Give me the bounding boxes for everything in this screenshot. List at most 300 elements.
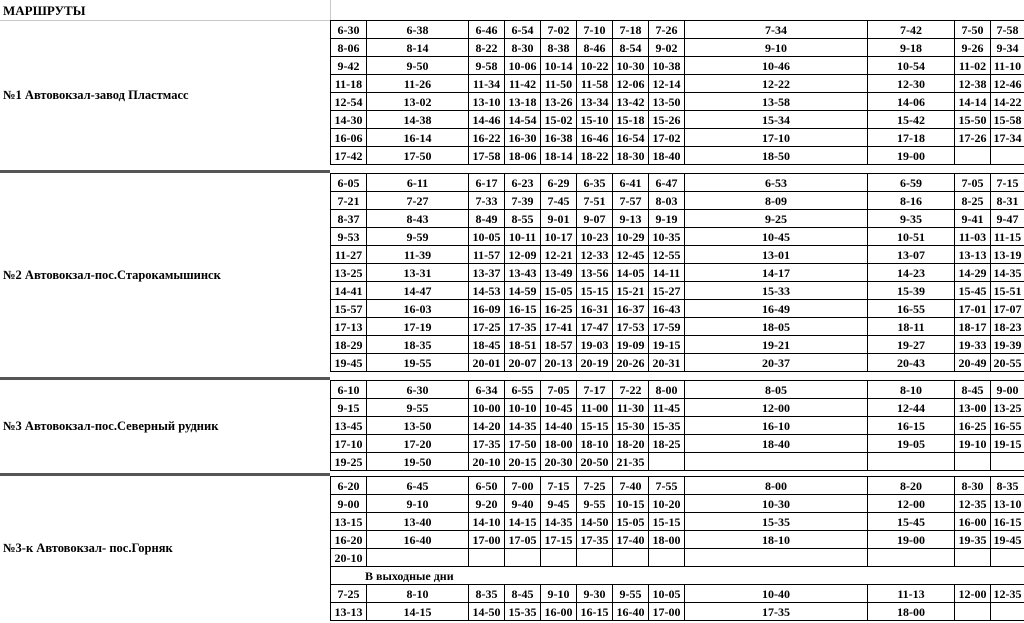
departure-time-cell: 7-39 xyxy=(505,192,541,210)
departure-time-cell: 7-17 xyxy=(577,381,613,399)
weekend-row xyxy=(331,567,1024,585)
header-divider xyxy=(330,0,331,20)
departure-time-cell: 16-10 xyxy=(685,417,868,435)
departure-time-cell: 11-58 xyxy=(577,75,613,93)
departure-time-cell: 9-59 xyxy=(367,228,469,246)
departure-time-cell: 14-11 xyxy=(649,264,685,282)
departure-time-cell: 9-18 xyxy=(868,39,955,57)
timetable-row xyxy=(331,354,1024,372)
departure-time-cell: 10-23 xyxy=(577,228,613,246)
departure-time-cell: 7-21 xyxy=(331,192,367,210)
departure-time-cell: 18-06 xyxy=(505,147,541,165)
departure-time-cell: 17-41 xyxy=(541,318,577,336)
timetable-row xyxy=(331,477,1024,495)
departure-time-cell xyxy=(955,603,991,621)
departure-time-cell: 15-51 xyxy=(991,282,1024,300)
departure-time-cell: 7-33 xyxy=(469,192,505,210)
departure-time-cell: 7-18 xyxy=(613,21,649,39)
departure-time-cell: 8-35 xyxy=(469,585,505,603)
departure-time-cell: 6-46 xyxy=(469,21,505,39)
departure-time-cell: 13-25 xyxy=(991,399,1024,417)
departure-time-cell: 17-35 xyxy=(469,435,505,453)
timetable-row xyxy=(331,21,1024,39)
timetable-row xyxy=(331,453,1024,471)
departure-time-cell: 9-55 xyxy=(577,495,613,513)
departure-time-cell: 11-50 xyxy=(541,75,577,93)
departure-time-cell: 18-10 xyxy=(577,435,613,453)
departure-time-cell: 19-45 xyxy=(991,531,1024,549)
departure-time-cell: 10-22 xyxy=(577,57,613,75)
departure-time-cell: 11-13 xyxy=(868,585,955,603)
departure-time-cell: 10-17 xyxy=(541,228,577,246)
departure-time-cell: 14-38 xyxy=(367,111,469,129)
departure-time-cell: 6-54 xyxy=(505,21,541,39)
departure-time-cell: 14-46 xyxy=(469,111,505,129)
departure-time-cell: 17-00 xyxy=(469,531,505,549)
timetable-row xyxy=(331,318,1024,336)
departure-time-cell: 13-10 xyxy=(991,495,1024,513)
departure-time-cell: 8-43 xyxy=(367,210,469,228)
departure-time-cell: 15-27 xyxy=(649,282,685,300)
departure-time-cell: 7-00 xyxy=(505,477,541,495)
timetable-row xyxy=(331,39,1024,57)
departure-time-cell: 6-41 xyxy=(613,174,649,192)
departure-time-cell: 15-15 xyxy=(577,417,613,435)
departure-time-cell: 13-37 xyxy=(469,264,505,282)
departure-time-cell: 15-34 xyxy=(685,111,868,129)
departure-time-cell: 7-25 xyxy=(577,477,613,495)
departure-time-cell: 16-55 xyxy=(868,300,955,318)
departure-time-cell: 13-19 xyxy=(991,246,1024,264)
departure-time-cell: 6-05 xyxy=(331,174,367,192)
departure-time-cell: 14-30 xyxy=(331,111,367,129)
departure-time-cell: 14-17 xyxy=(685,264,868,282)
departure-time-cell: 15-35 xyxy=(649,417,685,435)
timetable-row xyxy=(331,174,1024,192)
departure-time-cell: 10-51 xyxy=(868,228,955,246)
departure-time-cell: 14-50 xyxy=(577,513,613,531)
departure-time-cell: 19-27 xyxy=(868,336,955,354)
departure-time-cell: 10-38 xyxy=(649,57,685,75)
departure-time-cell: 7-15 xyxy=(991,174,1024,192)
departure-time-cell: 9-35 xyxy=(868,210,955,228)
departure-time-cell: 18-35 xyxy=(367,336,469,354)
departure-time-cell: 10-00 xyxy=(469,399,505,417)
departure-time-cell xyxy=(649,453,685,471)
departure-time-cell xyxy=(577,549,613,567)
timetable-row xyxy=(331,210,1024,228)
departure-time-cell: 8-49 xyxy=(469,210,505,228)
route-timetable xyxy=(330,20,1024,165)
departure-time-cell: 16-15 xyxy=(505,300,541,318)
departure-time-cell: 17-40 xyxy=(613,531,649,549)
departure-time-cell xyxy=(685,453,868,471)
departure-time-cell: 20-43 xyxy=(868,354,955,372)
departure-time-cell: 9-19 xyxy=(649,210,685,228)
departure-time-cell: 9-55 xyxy=(613,585,649,603)
departure-time-cell: 13-58 xyxy=(685,93,868,111)
departure-time-cell xyxy=(955,549,991,567)
departure-time-cell: 12-21 xyxy=(541,246,577,264)
departure-time-cell: 19-15 xyxy=(991,435,1024,453)
departure-time-cell: 15-45 xyxy=(868,513,955,531)
departure-time-cell: 19-50 xyxy=(367,453,469,471)
departure-time-cell xyxy=(991,147,1024,165)
departure-time-cell: 11-57 xyxy=(469,246,505,264)
departure-time-cell: 8-35 xyxy=(991,477,1024,495)
departure-time-cell: 9-45 xyxy=(541,495,577,513)
departure-time-cell: 11-39 xyxy=(367,246,469,264)
departure-time-cell: 19-35 xyxy=(955,531,991,549)
departure-time-cell: 17-20 xyxy=(367,435,469,453)
departure-time-cell: 19-15 xyxy=(649,336,685,354)
departure-time-cell: 11-42 xyxy=(505,75,541,93)
departure-time-cell: 17-05 xyxy=(505,531,541,549)
departure-time-cell: 10-29 xyxy=(613,228,649,246)
departure-time-cell xyxy=(367,549,469,567)
route-timetable xyxy=(330,476,1024,621)
departure-time-cell: 16-54 xyxy=(613,129,649,147)
timetable-row xyxy=(331,585,1024,603)
departure-time-cell: 9-02 xyxy=(649,39,685,57)
departure-time-cell: 8-30 xyxy=(505,39,541,57)
departure-time-cell: 7-45 xyxy=(541,192,577,210)
departure-time-cell: 20-01 xyxy=(469,354,505,372)
timetable-row xyxy=(331,399,1024,417)
departure-time-cell: 7-27 xyxy=(367,192,469,210)
header-title: МАРШРУТЫ xyxy=(3,3,86,18)
departure-time-cell: 16-09 xyxy=(469,300,505,318)
departure-time-cell xyxy=(991,453,1024,471)
departure-time-cell xyxy=(955,453,991,471)
departure-time-cell: 20-31 xyxy=(649,354,685,372)
departure-time-cell: 8-31 xyxy=(991,192,1024,210)
departure-time-cell: 14-14 xyxy=(955,93,991,111)
departure-time-cell: 9-13 xyxy=(613,210,649,228)
departure-time-cell: 6-23 xyxy=(505,174,541,192)
departure-time-cell: 8-38 xyxy=(541,39,577,57)
timetable-row xyxy=(331,603,1024,621)
departure-time-cell: 8-09 xyxy=(685,192,868,210)
timetable-row xyxy=(331,531,1024,549)
departure-time-cell xyxy=(613,549,649,567)
departure-time-cell: 13-49 xyxy=(541,264,577,282)
departure-time-cell: 13-45 xyxy=(331,417,367,435)
departure-time-cell: 15-42 xyxy=(868,111,955,129)
weekend-label: В выходные дни xyxy=(331,567,1024,585)
departure-time-cell: 16-15 xyxy=(868,417,955,435)
departure-time-cell: 10-30 xyxy=(685,495,868,513)
departure-time-cell: 18-29 xyxy=(331,336,367,354)
departure-time-cell: 7-50 xyxy=(955,21,991,39)
departure-time-cell: 18-50 xyxy=(685,147,868,165)
departure-time-cell: 10-45 xyxy=(541,399,577,417)
departure-time-cell: 9-30 xyxy=(577,585,613,603)
departure-time-cell: 8-45 xyxy=(955,381,991,399)
departure-time-cell: 12-00 xyxy=(955,585,991,603)
departure-time-cell: 8-37 xyxy=(331,210,367,228)
departure-time-cell: 17-10 xyxy=(685,129,868,147)
route-name: №3-к Автовокзал- пос.Горняк xyxy=(3,541,173,555)
departure-time-cell: 19-45 xyxy=(331,354,367,372)
departure-time-cell: 20-07 xyxy=(505,354,541,372)
departure-time-cell: 6-53 xyxy=(685,174,868,192)
departure-time-cell xyxy=(649,549,685,567)
departure-time-cell: 18-20 xyxy=(613,435,649,453)
departure-time-cell: 9-25 xyxy=(685,210,868,228)
departure-time-cell: 15-57 xyxy=(331,300,367,318)
departure-time-cell: 9-15 xyxy=(331,399,367,417)
departure-time-cell: 12-44 xyxy=(868,399,955,417)
departure-time-cell: 17-19 xyxy=(367,318,469,336)
departure-time-cell: 19-33 xyxy=(955,336,991,354)
departure-time-cell: 10-54 xyxy=(868,57,955,75)
departure-time-cell: 10-10 xyxy=(505,399,541,417)
route-name: №3 Автовокзал-пос.Северный рудник xyxy=(3,419,219,433)
timetable-row xyxy=(331,495,1024,513)
departure-time-cell: 16-14 xyxy=(367,129,469,147)
departure-time-cell: 6-20 xyxy=(331,477,367,495)
departure-time-cell: 16-55 xyxy=(991,417,1024,435)
departure-time-cell: 11-27 xyxy=(331,246,367,264)
departure-time-cell xyxy=(991,549,1024,567)
departure-time-cell: 8-14 xyxy=(367,39,469,57)
departure-time-cell: 11-18 xyxy=(331,75,367,93)
departure-time-cell: 19-05 xyxy=(868,435,955,453)
departure-time-cell: 8-54 xyxy=(613,39,649,57)
timetable-row xyxy=(331,549,1024,567)
departure-time-cell: 14-22 xyxy=(991,93,1024,111)
departure-time-cell: 10-14 xyxy=(541,57,577,75)
departure-time-cell: 9-50 xyxy=(367,57,469,75)
departure-time-cell: 19-25 xyxy=(331,453,367,471)
departure-time-cell: 20-10 xyxy=(331,549,367,567)
timetable-row xyxy=(331,192,1024,210)
timetable-row xyxy=(331,381,1024,399)
departure-time-cell: 19-39 xyxy=(991,336,1024,354)
departure-time-cell: 21-35 xyxy=(613,453,649,471)
departure-time-cell: 13-34 xyxy=(577,93,613,111)
departure-time-cell: 16-40 xyxy=(613,603,649,621)
departure-time-cell: 16-15 xyxy=(577,603,613,621)
departure-time-cell: 12-54 xyxy=(331,93,367,111)
departure-time-cell xyxy=(685,549,868,567)
departure-time-cell: 11-00 xyxy=(577,399,613,417)
departure-time-cell: 15-39 xyxy=(868,282,955,300)
departure-time-cell: 16-15 xyxy=(991,513,1024,531)
departure-time-cell: 14-05 xyxy=(613,264,649,282)
departure-time-cell: 20-15 xyxy=(505,453,541,471)
departure-time-cell: 16-03 xyxy=(367,300,469,318)
departure-time-cell: 16-43 xyxy=(649,300,685,318)
departure-time-cell: 9-42 xyxy=(331,57,367,75)
departure-time-cell: 19-21 xyxy=(685,336,868,354)
departure-time-cell: 7-22 xyxy=(613,381,649,399)
departure-time-cell: 15-18 xyxy=(613,111,649,129)
departure-time-cell: 12-06 xyxy=(613,75,649,93)
departure-time-cell: 16-25 xyxy=(541,300,577,318)
departure-time-cell: 14-59 xyxy=(505,282,541,300)
departure-time-cell: 8-05 xyxy=(685,381,868,399)
departure-time-cell: 15-26 xyxy=(649,111,685,129)
departure-time-cell: 6-35 xyxy=(577,174,613,192)
departure-time-cell: 20-49 xyxy=(955,354,991,372)
departure-time-cell: 15-02 xyxy=(541,111,577,129)
departure-time-cell: 9-10 xyxy=(367,495,469,513)
departure-time-cell: 18-45 xyxy=(469,336,505,354)
departure-time-cell: 10-30 xyxy=(613,57,649,75)
departure-time-cell: 9-10 xyxy=(541,585,577,603)
departure-time-cell: 8-06 xyxy=(331,39,367,57)
timetable-row xyxy=(331,435,1024,453)
departure-time-cell: 20-10 xyxy=(469,453,505,471)
departure-time-cell: 8-55 xyxy=(505,210,541,228)
departure-time-cell: 12-35 xyxy=(955,495,991,513)
route-timetable xyxy=(330,380,1024,471)
departure-time-cell: 7-25 xyxy=(331,585,367,603)
departure-time-cell: 14-53 xyxy=(469,282,505,300)
departure-time-cell: 8-25 xyxy=(955,192,991,210)
departure-time-cell xyxy=(868,453,955,471)
departure-time-cell: 14-35 xyxy=(991,264,1024,282)
route-group-3 xyxy=(0,380,1024,473)
departure-time-cell: 17-47 xyxy=(577,318,613,336)
departure-time-cell: 16-46 xyxy=(577,129,613,147)
departure-time-cell: 17-58 xyxy=(469,147,505,165)
departure-time-cell: 13-02 xyxy=(367,93,469,111)
departure-time-cell xyxy=(991,603,1024,621)
departure-time-cell: 12-38 xyxy=(955,75,991,93)
departure-time-cell: 13-42 xyxy=(613,93,649,111)
departure-time-cell: 17-53 xyxy=(613,318,649,336)
departure-time-cell: 17-42 xyxy=(331,147,367,165)
departure-time-cell: 7-26 xyxy=(649,21,685,39)
departure-time-cell: 20-37 xyxy=(685,354,868,372)
departure-time-cell: 16-00 xyxy=(955,513,991,531)
departure-time-cell: 16-40 xyxy=(367,531,469,549)
departure-time-cell: 11-30 xyxy=(613,399,649,417)
departure-time-cell: 7-55 xyxy=(649,477,685,495)
departure-time-cell: 17-59 xyxy=(649,318,685,336)
departure-time-cell: 8-30 xyxy=(955,477,991,495)
departure-time-cell: 13-40 xyxy=(367,513,469,531)
departure-time-cell: 11-03 xyxy=(955,228,991,246)
departure-time-cell: 17-02 xyxy=(649,129,685,147)
departure-time-cell: 14-47 xyxy=(367,282,469,300)
departure-time-cell: 14-23 xyxy=(868,264,955,282)
departure-time-cell: 9-07 xyxy=(577,210,613,228)
timetable-row xyxy=(331,264,1024,282)
departure-time-cell: 10-11 xyxy=(505,228,541,246)
departure-time-cell: 13-13 xyxy=(331,603,367,621)
departure-time-cell: 13-25 xyxy=(331,264,367,282)
departure-time-cell: 18-23 xyxy=(991,318,1024,336)
timetable-row xyxy=(331,93,1024,111)
departure-time-cell: 13-18 xyxy=(505,93,541,111)
departure-time-cell: 19-03 xyxy=(577,336,613,354)
departure-time-cell: 19-09 xyxy=(613,336,649,354)
departure-time-cell xyxy=(541,549,577,567)
departure-time-cell: 7-05 xyxy=(541,381,577,399)
timetable-row xyxy=(331,75,1024,93)
timetable-row xyxy=(331,111,1024,129)
departure-time-cell: 8-16 xyxy=(868,192,955,210)
departure-time-cell: 20-50 xyxy=(577,453,613,471)
departure-time-cell: 9-53 xyxy=(331,228,367,246)
departure-time-cell: 10-45 xyxy=(685,228,868,246)
departure-time-cell: 15-05 xyxy=(613,513,649,531)
departure-time-cell: 13-01 xyxy=(685,246,868,264)
timetable-row xyxy=(331,57,1024,75)
departure-time-cell: 6-29 xyxy=(541,174,577,192)
departure-time-cell: 6-55 xyxy=(505,381,541,399)
departure-time-cell: 14-35 xyxy=(505,417,541,435)
departure-time-cell: 10-15 xyxy=(613,495,649,513)
departure-time-cell: 15-58 xyxy=(991,111,1024,129)
departure-time-cell: 18-17 xyxy=(955,318,991,336)
departure-time-cell: 13-31 xyxy=(367,264,469,282)
departure-time-cell: 17-07 xyxy=(991,300,1024,318)
departure-time-cell: 12-35 xyxy=(991,585,1024,603)
departure-time-cell: 6-45 xyxy=(367,477,469,495)
departure-time-cell: 9-58 xyxy=(469,57,505,75)
departure-time-cell: 8-10 xyxy=(367,585,469,603)
timetable-row xyxy=(331,228,1024,246)
departure-time-cell: 10-05 xyxy=(469,228,505,246)
departure-time-cell: 15-35 xyxy=(505,603,541,621)
departure-time-cell: 8-45 xyxy=(505,585,541,603)
departure-time-cell: 6-17 xyxy=(469,174,505,192)
departure-time-cell: 8-46 xyxy=(577,39,613,57)
timetable-row xyxy=(331,282,1024,300)
departure-time-cell: 7-05 xyxy=(955,174,991,192)
departure-time-cell: 20-13 xyxy=(541,354,577,372)
departure-time-cell: 13-10 xyxy=(469,93,505,111)
departure-time-cell: 15-21 xyxy=(613,282,649,300)
departure-time-cell: 17-50 xyxy=(367,147,469,165)
departure-time-cell: 16-37 xyxy=(613,300,649,318)
departure-time-cell: 11-26 xyxy=(367,75,469,93)
route-timetable xyxy=(330,173,1024,372)
departure-time-cell: 17-13 xyxy=(331,318,367,336)
departure-time-cell: 15-35 xyxy=(685,513,868,531)
departure-time-cell: 17-10 xyxy=(331,435,367,453)
departure-time-cell: 16-22 xyxy=(469,129,505,147)
departure-time-cell: 20-55 xyxy=(991,354,1024,372)
departure-time-cell: 18-14 xyxy=(541,147,577,165)
departure-time-cell: 16-25 xyxy=(955,417,991,435)
departure-time-cell: 12-09 xyxy=(505,246,541,264)
departure-time-cell: 15-45 xyxy=(955,282,991,300)
departure-time-cell: 12-30 xyxy=(868,75,955,93)
departure-time-cell: 18-00 xyxy=(868,603,955,621)
departure-time-cell: 12-55 xyxy=(649,246,685,264)
departure-time-cell: 19-55 xyxy=(367,354,469,372)
departure-time-cell: 18-22 xyxy=(577,147,613,165)
departure-time-cell: 10-05 xyxy=(649,585,685,603)
departure-time-cell: 16-38 xyxy=(541,129,577,147)
departure-time-cell: 19-00 xyxy=(868,531,955,549)
departure-time-cell: 11-34 xyxy=(469,75,505,93)
departure-time-cell xyxy=(469,549,505,567)
departure-time-cell: 7-51 xyxy=(577,192,613,210)
departure-time-cell: 9-01 xyxy=(541,210,577,228)
departure-time-cell: 9-47 xyxy=(991,210,1024,228)
departure-time-cell: 8-10 xyxy=(868,381,955,399)
departure-time-cell: 16-20 xyxy=(331,531,367,549)
timetable-row xyxy=(331,300,1024,318)
departure-time-cell: 6-30 xyxy=(331,21,367,39)
